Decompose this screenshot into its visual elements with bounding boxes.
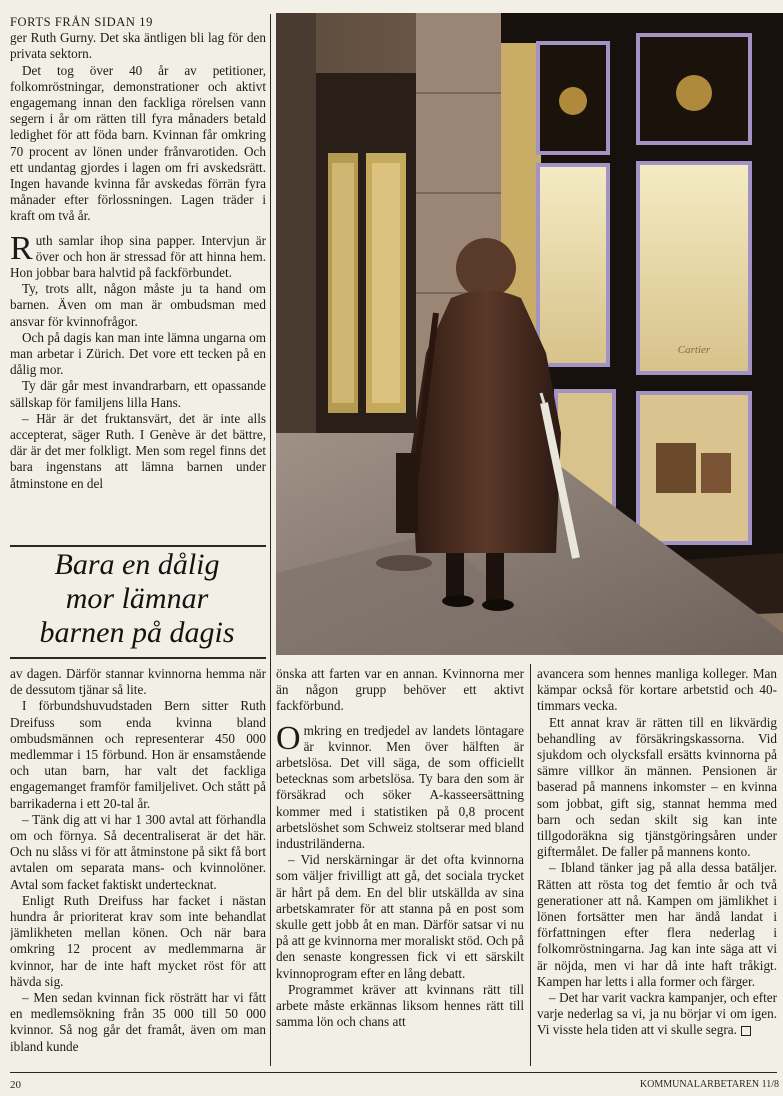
paragraph: I förbundshuvudstaden Bern sitter Ruth Dreifuss som enda kvinna bland ombudsmännen och representerar 450 000 medlemmar i 15 förbund. Hon är ensamstående och utan barn, har valt det fackliga engagemanget framför familjelivet. Och stått på barrikaderna i ett 20-tal år. [10,698,266,811]
continued-from-kicker: FORTS FRÅN SIDAN 19 [10,15,153,29]
paragraph-dropcap: Ruth samlar ihop sina papper. Intervjun är över och hon är stressad för att hinna hem. Hon jobbar bara halvtid på fackförbundet. [10,229,266,281]
publication-name: KOMMUNALARBETAREN 11/8 [639,1079,779,1090]
paragraph: av dagen. Därför stannar kvinnorna hemma när de dessutom tjänar så lite. [10,666,266,698]
end-mark-icon [741,1026,751,1036]
paragraph-dropcap: Omkring en tredjedel av landets löntagare är kvinnor. Men över hälften är arbetslösa. Det vill säga, de som officiellt betecknas som arbetslösa. Ty bara den som är försäkrad och söker A-kasseersättning kommer med i statistiken på 0,8 procent arbetslöshet som Schweiz stoltserar med bland industriländerna. [276,719,524,852]
drop-cap: O [276,719,301,757]
photo-illustration [276,13,783,655]
pull-quote [10,548,264,652]
pull-quote-top-rule [10,545,266,547]
footer-rule [10,1072,777,1073]
paragraph: avancera som hennes manliga kolleger. Man kämpar också för kortare arbetstid och 40-timmars vecka. [537,666,777,714]
street-photo [276,13,783,655]
pull-quote-line: Bara en dålig [54,548,220,581]
paragraph: Ty, trots allt, någon måste ju ta hand om barnen. Även om man är ombudsman med ansvar för kvinnofrågor. [10,281,266,329]
paragraph: – Ibland tänker jag på alla dessa batāljer. Rätten att rösta tog det femtio år och två generationer att nå. Kampen om jämlikhet i lönen fortsätter men har ändå landat i författningen efter flera nederlag i folkomröstningarna. Jag kan inte säga att vi är nöjda, men vi har då inte haft tråkigt. Kampen har letts i alla former och färger. [537,860,777,989]
column-divider [530,664,531,1066]
column-3 [537,666,777,1068]
pull-quote-line: mor lämnar [65,582,209,615]
paragraph: Och på dagis kan man inte lämna ungarna om man arbetar i Zürich. Det vore ett tecken på en dålig mor. [10,329,266,378]
paragraph: – Det har varit vackra kampanjer, och efter varje nederlag sa vi, ja nu börjar vi om igen. Vi visste hela tiden att vi skulle segra. [537,990,777,1038]
paragraph: – Vid nerskärningar är det ofta kvinnorna som väljer frivilligt att gå, det sociala trycket är hårt på dem. En del blir utskällda av sina arbetskamrater för att stanna på en post som skulle gett jobb åt en man. Därför satsar vi nu på att ge kvinnorna mer moraliskt stöd. Och på den senaste kongressen fick vi ett särskilt kvinnoprogram efter en lång debatt. [276,852,524,981]
drop-cap: R [10,229,33,267]
paragraph: Enligt Ruth Dreifuss har facket i nästan hundra år prioriterat krav som inte behandlat jämlikheten mellan könen. Och när bara omkring 12 procent av medlemmarna är kvinnor, har de inte haft mycket röst för att hävda sig. [10,892,266,989]
pull-quote-bottom-rule [10,657,266,659]
paragraph: Det tog över 40 år av petitioner, folkomröstningar, demonstrationer och aktivt engagemang innan den fackliga rörelsen vann segern i år om rätten till fyra månaders betald ledighet för att föda barn. Kvinnan får omkring 70 procent av lönen under frånvarotiden. Och ett undantag gjordes i lagen om fri avskedsrätt. Ingen havande kvinna får avskedas förrän fyra månader efter förlossningen. Lagen träder i kraft om två år. [10,62,266,224]
shop-sign-text: Cartier [677,344,711,356]
paragraph: önska att farten var en annan. Kvinnorna mer än någon grupp behöver ett aktivt fackförbund. [276,666,524,714]
paragraph: – Tänk dig att vi har 1 300 avtal att förhandla om och förnya. Så decentraliserat är det här. Och nu slåss vi för att åtminstone på sikt få bort avtalen om separata mans- och kvinnolöner. Avtal som facket faktiskt undertecknat. [10,811,266,892]
paragraph: Programmet kräver att kvinnans rätt till arbete måste erkännas liksom hennes rätt till samma lön och chans att [276,981,524,1030]
pull-quote-line: barnen på dagis [39,616,235,649]
paragraph: – Men sedan kvinnan fick rösträtt har vi fått en medlemsökning från 35 000 till 50 000 kvinnor. Så nog går det framåt, även om man ibland kunde [10,990,266,1054]
column-1-upper [10,14,266,536]
paragraph: – Här är det fruktansvärt, det är inte alls accepterat, säger Ruth. I Genève är det bättre, där är det mer folkligt. Men som regel finns det bara ingenstans att lämna barnen under åtminstone en del [10,410,266,491]
column-1-lower [10,666,266,1068]
page-number: 20 [10,1079,21,1091]
paragraph: Ett annat krav är rätten till en likvärdig behandling av försäkringskassorna. Vid sjukdom och olycksfall ersätts kvinnorna på sämre villkor än männen. Pensionen är baserad på mannens inkomster – en kvinna som jobbat, gift sig, stannat hemma med barn och sedan skilt sig kan inte tillgodoräkna sig tjänstgöringsåren under giftermålet. De faller på mannens konto. [537,714,777,860]
column-2 [276,666,524,1068]
paragraph: ger Ruth Gurny. Det ska äntligen bli lag för den privata sektorn. [10,30,266,62]
paragraph: Ty där går mest invandrarbarn, ett opassande sällskap för familjens lilla Hans. [10,378,266,410]
column-divider [270,14,271,1066]
